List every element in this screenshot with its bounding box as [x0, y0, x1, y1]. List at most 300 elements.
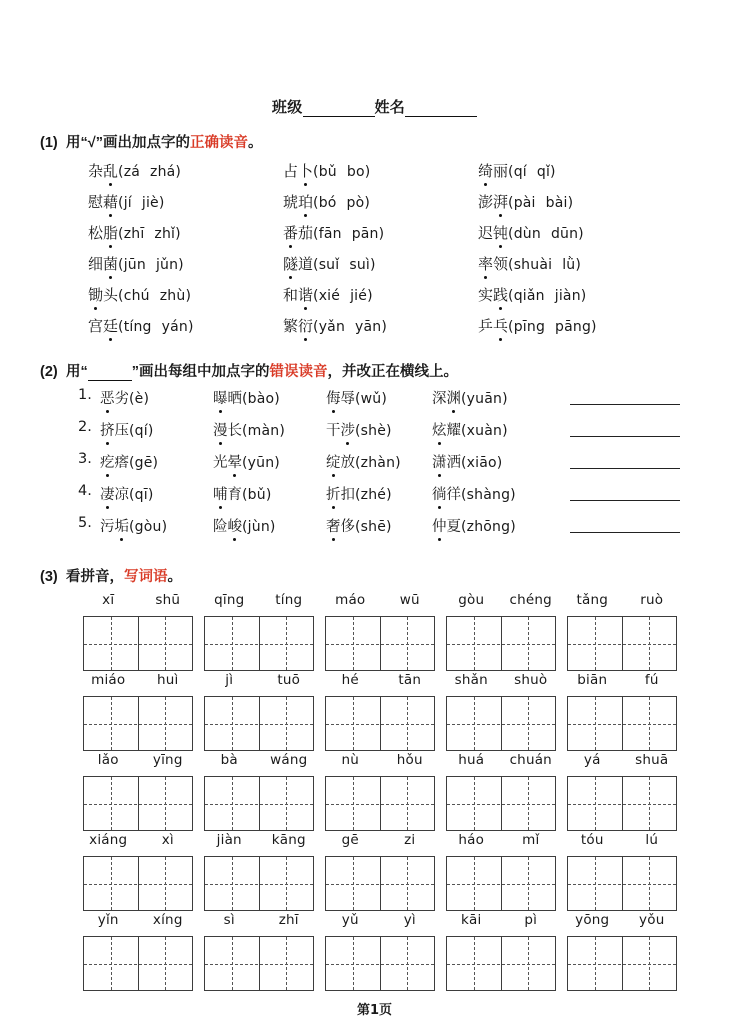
pronunciation-choice-item[interactable]: [478, 191, 573, 212]
plain-char: 扣: [340, 487, 355, 503]
pinyin-value: (shè): [355, 423, 392, 439]
word-with-pinyin[interactable]: [326, 451, 401, 472]
pinyin-syllable-1: qīng: [214, 592, 245, 608]
class-blank-line[interactable]: [303, 102, 375, 117]
pronunciation-choice-item[interactable]: [478, 315, 597, 336]
plain-char: 辱: [340, 391, 355, 407]
plain-char: 压: [114, 423, 129, 439]
pinyin-value: (bào): [242, 391, 280, 407]
pinyin-syllable-2: yì: [403, 912, 416, 928]
dotted-char: 菌: [103, 255, 119, 273]
pinyin-options[interactable]: (zhī zhǐ): [118, 226, 181, 242]
grid-vertical-guide-right: [407, 617, 408, 670]
grid-vertical-guide-right: [649, 857, 650, 910]
pronunciation-choice-item[interactable]: [283, 284, 373, 305]
grid-horizontal-guide: [84, 644, 192, 645]
grid-horizontal-guide: [326, 724, 434, 725]
word-with-pinyin[interactable]: [326, 387, 387, 408]
grid-vertical-guide-right: [407, 777, 408, 830]
plain-char: 夏: [446, 519, 461, 535]
pinyin-word-group: [197, 752, 321, 831]
section-2-number: (2): [40, 364, 58, 380]
page-footer: [0, 999, 749, 1018]
pinyin-value: (yūn): [242, 455, 280, 471]
pinyin-word-group: [560, 672, 684, 751]
plain-char: 侈: [340, 519, 355, 535]
grid-horizontal-guide: [84, 804, 192, 805]
pinyin-prompt: [76, 752, 200, 772]
pronunciation-choice-item[interactable]: [88, 222, 181, 243]
answer-blank-line[interactable]: [570, 532, 680, 533]
tianzige-writing-box[interactable]: [204, 696, 314, 751]
pinyin-value: (màn): [242, 423, 286, 439]
pinyin-prompt: [197, 832, 321, 852]
pinyin-options[interactable]: (pài bài): [508, 195, 574, 211]
pinyin-syllable-1: xiáng: [89, 832, 128, 848]
tianzige-writing-box[interactable]: [446, 616, 556, 671]
pinyin-word-group: [439, 752, 563, 831]
tianzige-writing-box[interactable]: [325, 776, 435, 831]
pronunciation-choice-row: [0, 191, 749, 222]
pinyin-syllable-2: wáng: [270, 752, 308, 768]
dotted-char: 藉: [103, 193, 119, 211]
pinyin-value: (qī): [129, 487, 154, 503]
grid-vertical-guide-left: [353, 697, 354, 750]
word-with-pinyin[interactable]: [100, 419, 154, 440]
plain-char: 干: [326, 423, 341, 439]
grid-vertical-guide-right: [286, 937, 287, 990]
section-3-prefix: 看拼音，: [66, 569, 124, 585]
pinyin-prompt: [439, 752, 563, 772]
dotted-char: 率: [478, 255, 494, 273]
plain-char: 育: [227, 487, 242, 503]
pinyin-word-group: [560, 592, 684, 671]
pronunciation-choice-row: [0, 160, 749, 191]
pinyin-word-group: [318, 752, 442, 831]
pinyin-prompt: [439, 832, 563, 852]
dotted-char: 锄: [88, 286, 104, 304]
tianzige-writing-box[interactable]: [325, 936, 435, 991]
pinyin-syllable-1: gòu: [458, 592, 485, 608]
pronunciation-choice-item[interactable]: [478, 222, 584, 243]
word-with-pinyin[interactable]: [213, 451, 280, 472]
plain-char: 澎: [478, 193, 494, 211]
pinyin-prompt: [318, 912, 442, 932]
pinyin-word-group: [318, 912, 442, 991]
pinyin-word-group: [76, 752, 200, 831]
grid-vertical-guide-left: [353, 857, 354, 910]
pinyin-value: (xuàn): [461, 423, 508, 439]
grid-vertical-guide-right: [407, 857, 408, 910]
tianzige-writing-box[interactable]: [446, 776, 556, 831]
pinyin-syllable-1: nù: [341, 752, 359, 768]
pronunciation-choice-item[interactable]: [283, 253, 376, 274]
dotted-char: 折: [326, 483, 341, 504]
grid-vertical-guide-left: [595, 777, 596, 830]
pinyin-value: (wǔ): [355, 391, 388, 407]
pinyin-prompt: [76, 912, 200, 932]
pinyin-word-group: [197, 832, 321, 911]
pinyin-value: (shàng): [461, 487, 516, 503]
tianzige-writing-box[interactable]: [204, 936, 314, 991]
dotted-char: 绮: [478, 162, 494, 180]
grid-vertical-guide-right: [165, 777, 166, 830]
word-with-pinyin[interactable]: [100, 387, 149, 408]
pinyin-word-group: [318, 592, 442, 671]
tianzige-writing-box[interactable]: [325, 696, 435, 751]
pinyin-syllable-1: kāi: [461, 912, 482, 928]
tianzige-writing-box[interactable]: [567, 776, 677, 831]
tianzige-writing-box[interactable]: [325, 616, 435, 671]
pinyin-syllable-2: xíng: [152, 912, 183, 928]
grid-vertical-guide-left: [474, 697, 475, 750]
grid-vertical-guide-left: [111, 857, 112, 910]
tianzige-writing-box[interactable]: [567, 856, 677, 911]
pinyin-writing-row: [0, 832, 749, 912]
word-with-pinyin[interactable]: [100, 451, 158, 472]
section-1-prefix: 用“√”画出加点字的: [66, 135, 190, 151]
plain-char: 细: [88, 255, 104, 273]
pronunciation-choice-item[interactable]: [88, 253, 184, 274]
plain-char: 放: [340, 455, 355, 471]
class-label: 班级: [271, 99, 303, 116]
dotted-char: 侮: [326, 387, 341, 408]
dotted-char: 衍: [298, 317, 314, 335]
grid-vertical-guide-left: [474, 937, 475, 990]
grid-horizontal-guide: [447, 884, 555, 885]
dotted-char: 徜: [432, 483, 447, 504]
tianzige-writing-box[interactable]: [446, 696, 556, 751]
dotted-char: 凄: [100, 483, 115, 504]
tianzige-writing-box[interactable]: [567, 616, 677, 671]
pinyin-writing-row: [0, 592, 749, 672]
pinyin-prompt: [318, 592, 442, 612]
word-with-pinyin[interactable]: [432, 387, 508, 408]
pronunciation-choice-item[interactable]: [283, 222, 384, 243]
plain-char: 洒: [446, 455, 461, 471]
pinyin-syllable-1: jiàn: [216, 832, 242, 848]
answer-blank-line[interactable]: [570, 500, 680, 501]
grid-vertical-guide-left: [353, 617, 354, 670]
pinyin-word-group: [76, 912, 200, 991]
wrong-pronunciation-row: [0, 419, 749, 451]
pinyin-options[interactable]: (qí qǐ): [508, 164, 556, 180]
pinyin-syllable-1: biān: [577, 672, 608, 688]
grid-horizontal-guide: [447, 804, 555, 805]
plain-char: 光: [213, 455, 228, 471]
grid-horizontal-guide: [84, 724, 192, 725]
pinyin-prompt: [197, 672, 321, 692]
plain-char: 劣: [114, 391, 129, 407]
pinyin-prompt: [560, 672, 684, 692]
dotted-char: 晕: [228, 451, 243, 472]
pinyin-prompt: [197, 752, 321, 772]
tianzige-writing-box[interactable]: [446, 856, 556, 911]
pinyin-syllable-2: chuán: [509, 752, 552, 768]
pinyin-syllable-2: tuō: [277, 672, 301, 688]
section-1-highlight: 正确读音: [189, 135, 248, 151]
pinyin-syllable-1: yá: [583, 752, 601, 768]
pinyin-prompt: [318, 752, 442, 772]
pinyin-value: (è): [129, 391, 150, 407]
word-with-pinyin[interactable]: [213, 419, 285, 440]
pinyin-value: (yuān): [461, 391, 508, 407]
pinyin-value: (zhé): [355, 487, 392, 503]
pinyin-syllable-2: xì: [161, 832, 174, 848]
pinyin-prompt: [560, 912, 684, 932]
pinyin-options[interactable]: (xié jié): [313, 288, 373, 304]
grid-vertical-guide-right: [528, 617, 529, 670]
pinyin-word-group: [439, 672, 563, 751]
pronunciation-choice-row: [0, 284, 749, 315]
section-3-highlight: 写词语: [124, 569, 168, 585]
student-info-header: [0, 96, 749, 117]
pronunciation-choice-item[interactable]: [283, 191, 370, 212]
pronunciation-choice-item[interactable]: [478, 160, 556, 181]
pronunciation-choice-row: [0, 315, 749, 346]
pinyin-word-group: [318, 832, 442, 911]
pinyin-options[interactable]: (dùn dūn): [508, 226, 584, 242]
pinyin-syllable-2: mǐ: [522, 832, 540, 848]
pronunciation-choice-item[interactable]: [283, 315, 387, 336]
dotted-char: 曝: [213, 387, 228, 408]
pinyin-syllable-1: jì: [225, 672, 234, 688]
grid-vertical-guide-right: [165, 697, 166, 750]
pinyin-options[interactable]: (chú zhù): [118, 288, 192, 304]
row-index: 1.: [78, 387, 92, 403]
grid-horizontal-guide: [568, 964, 676, 965]
pinyin-prompt: [439, 592, 563, 612]
pinyin-prompt: [318, 832, 442, 852]
plain-char: 琥: [283, 193, 299, 211]
pinyin-syllable-1: xī: [102, 592, 115, 608]
row-index: 5.: [78, 515, 92, 531]
pinyin-prompt: [318, 672, 442, 692]
dotted-char: 潇: [432, 451, 447, 472]
grid-vertical-guide-left: [474, 777, 475, 830]
pinyin-options[interactable]: (fān pān): [313, 226, 385, 242]
answer-blank-line[interactable]: [570, 468, 680, 469]
grid-vertical-guide-right: [286, 697, 287, 750]
pronunciation-choice-item[interactable]: [478, 284, 586, 305]
pinyin-word-group: [560, 912, 684, 991]
grid-horizontal-guide: [205, 644, 313, 645]
dotted-char: 谐: [298, 286, 314, 304]
word-with-pinyin[interactable]: [432, 483, 516, 504]
grid-vertical-guide-right: [165, 937, 166, 990]
plain-char: 茄: [298, 224, 314, 242]
plain-char: 乒: [478, 317, 494, 335]
grid-vertical-guide-left: [232, 617, 233, 670]
tianzige-writing-box[interactable]: [567, 696, 677, 751]
pinyin-syllable-1: hé: [341, 672, 359, 688]
tianzige-writing-box[interactable]: [204, 616, 314, 671]
pinyin-value: (xiāo): [461, 455, 503, 471]
pinyin-word-group: [76, 672, 200, 751]
pinyin-syllable-1: tǎng: [576, 592, 608, 608]
plain-char: 占: [283, 162, 299, 180]
plain-char: 和: [283, 286, 299, 304]
pinyin-options[interactable]: (shuài lǜ): [508, 257, 582, 273]
pinyin-syllable-2: chéng: [509, 592, 552, 608]
pinyin-syllable-2: wū: [399, 592, 420, 608]
tianzige-writing-box[interactable]: [204, 776, 314, 831]
pinyin-value: (jùn): [242, 519, 276, 535]
pinyin-value: (gē): [129, 455, 159, 471]
answer-blank-line[interactable]: [570, 436, 680, 437]
grid-vertical-guide-right: [528, 857, 529, 910]
grid-horizontal-guide: [205, 884, 313, 885]
tianzige-writing-box[interactable]: [204, 856, 314, 911]
grid-vertical-guide-left: [232, 937, 233, 990]
dotted-char: 廷: [103, 317, 119, 335]
pronunciation-choice-item[interactable]: [88, 315, 194, 336]
pinyin-syllable-2: pì: [524, 912, 538, 928]
pinyin-options[interactable]: (bó pò): [313, 195, 371, 211]
plain-char: 丽: [493, 162, 509, 180]
pinyin-word-group: [76, 832, 200, 911]
grid-vertical-guide-left: [595, 937, 596, 990]
pinyin-options[interactable]: (suǐ suì): [313, 257, 376, 273]
pinyin-options[interactable]: (bǔ bo): [313, 164, 371, 180]
grid-vertical-guide-right: [286, 857, 287, 910]
tianzige-writing-box[interactable]: [83, 696, 193, 751]
name-blank-line[interactable]: [405, 102, 477, 117]
dotted-char: 践: [493, 286, 509, 304]
pinyin-syllable-2: ruò: [640, 592, 664, 608]
grid-vertical-guide-left: [111, 937, 112, 990]
word-with-pinyin[interactable]: [100, 483, 154, 504]
pinyin-writing-row: [0, 912, 749, 992]
grid-vertical-guide-right: [528, 937, 529, 990]
dotted-char: 奢: [326, 515, 341, 536]
pinyin-syllable-1: máo: [335, 592, 366, 608]
tianzige-writing-box[interactable]: [83, 936, 193, 991]
word-with-pinyin[interactable]: [213, 483, 271, 504]
tianzige-writing-box[interactable]: [446, 936, 556, 991]
page-number: 第1页: [356, 1003, 393, 1018]
grid-horizontal-guide: [326, 804, 434, 805]
dotted-char: 涉: [341, 419, 356, 440]
pinyin-options[interactable]: (yǎn yān): [313, 319, 388, 335]
dotted-char: 脂: [103, 224, 119, 242]
section-1-body: [0, 160, 749, 346]
pinyin-word-group: [318, 672, 442, 751]
section-1-suffix: 。: [247, 135, 263, 151]
grid-horizontal-guide: [568, 884, 676, 885]
dotted-char: 乱: [103, 162, 119, 180]
grid-horizontal-guide: [205, 804, 313, 805]
grid-vertical-guide-right: [286, 777, 287, 830]
pronunciation-choice-item[interactable]: [88, 191, 165, 212]
pinyin-options[interactable]: (jūn jǔn): [118, 257, 184, 273]
word-with-pinyin[interactable]: [100, 515, 167, 536]
pinyin-options[interactable]: (jí jiè): [118, 195, 165, 211]
dotted-char: 恶: [100, 387, 115, 408]
grid-horizontal-guide: [205, 724, 313, 725]
tianzige-writing-box[interactable]: [567, 936, 677, 991]
pronunciation-choice-item[interactable]: [88, 284, 191, 305]
word-with-pinyin[interactable]: [326, 483, 392, 504]
grid-vertical-guide-left: [111, 777, 112, 830]
word-with-pinyin[interactable]: [213, 515, 276, 536]
section-1-number: (1): [40, 135, 58, 151]
tianzige-writing-box[interactable]: [325, 856, 435, 911]
name-label: 姓名: [374, 99, 406, 116]
wrong-pronunciation-row: [0, 515, 749, 547]
plain-char: 道: [298, 255, 314, 273]
grid-vertical-guide-right: [165, 617, 166, 670]
dotted-char: 疙: [100, 451, 115, 472]
pinyin-word-group: [439, 912, 563, 991]
pinyin-word-group: [197, 592, 321, 671]
tianzige-writing-box[interactable]: [83, 776, 193, 831]
grid-horizontal-guide: [447, 964, 555, 965]
grid-horizontal-guide: [205, 964, 313, 965]
pronunciation-choice-item[interactable]: [283, 160, 370, 181]
wrong-pronunciation-row: [0, 483, 749, 515]
dotted-char: 卜: [298, 162, 314, 180]
grid-vertical-guide-left: [353, 937, 354, 990]
pinyin-prompt: [560, 592, 684, 612]
grid-horizontal-guide: [84, 884, 192, 885]
section-2-body: [0, 387, 749, 547]
word-with-pinyin[interactable]: [326, 515, 392, 536]
grid-vertical-guide-left: [595, 857, 596, 910]
pinyin-word-group: [76, 592, 200, 671]
grid-vertical-guide-right: [528, 697, 529, 750]
dotted-char: 挤: [100, 419, 115, 440]
pinyin-syllable-2: yīng: [152, 752, 183, 768]
word-with-pinyin[interactable]: [326, 419, 392, 440]
word-with-pinyin[interactable]: [432, 451, 502, 472]
grid-vertical-guide-right: [286, 617, 287, 670]
pinyin-value: (zhàn): [355, 455, 401, 471]
pronunciation-choice-item[interactable]: [478, 253, 581, 274]
word-with-pinyin[interactable]: [432, 419, 508, 440]
pinyin-value: (gòu): [129, 519, 168, 535]
grid-horizontal-guide: [84, 964, 192, 965]
row-index: 4.: [78, 483, 92, 499]
grid-vertical-guide-left: [232, 697, 233, 750]
pinyin-options[interactable]: (tíng yán): [118, 319, 194, 335]
pinyin-options[interactable]: (qiǎn jiàn): [508, 288, 587, 304]
grid-vertical-guide-right: [649, 777, 650, 830]
pinyin-syllable-2: lú: [645, 832, 659, 848]
pinyin-options[interactable]: (zá zhá): [118, 164, 182, 180]
pinyin-syllable-2: shuā: [635, 752, 669, 768]
pinyin-syllable-2: huì: [157, 672, 179, 688]
word-with-pinyin[interactable]: [213, 387, 280, 408]
plain-char: 险: [213, 519, 228, 535]
section-2-heading: [40, 360, 458, 381]
pinyin-word-group: [197, 912, 321, 991]
tianzige-writing-box[interactable]: [83, 616, 193, 671]
tianzige-writing-box[interactable]: [83, 856, 193, 911]
answer-blank-line[interactable]: [570, 404, 680, 405]
pinyin-word-group: [439, 832, 563, 911]
pinyin-options[interactable]: (pīng pāng): [508, 319, 597, 335]
pinyin-syllable-1: bà: [220, 752, 238, 768]
pinyin-syllable-1: yǐn: [97, 912, 119, 928]
grid-horizontal-guide: [568, 724, 676, 725]
plain-char: 领: [493, 255, 509, 273]
word-with-pinyin[interactable]: [432, 515, 516, 536]
row-index: 2.: [78, 419, 92, 435]
pronunciation-choice-item[interactable]: [88, 160, 181, 181]
dotted-char: 炫: [432, 419, 447, 440]
pinyin-prompt: [197, 592, 321, 612]
